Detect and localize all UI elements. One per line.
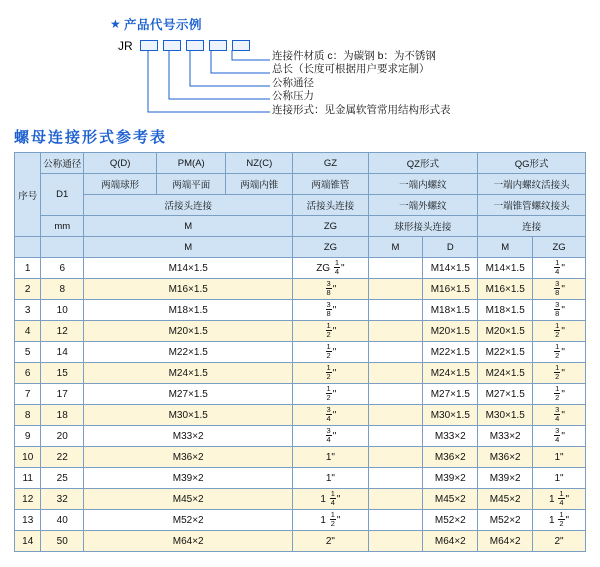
table-row [15, 384, 586, 405]
row-qz-m [368, 468, 423, 489]
legend-item-connection-type: 连接形式：见金属软管常用结构形式表 [272, 103, 451, 116]
th-dn-unit: mm [41, 216, 84, 237]
th-serial: 序号 [15, 153, 41, 237]
th-qd-desc: 两端球形 [84, 174, 157, 195]
row-qz-d: M22×1.5 [423, 342, 478, 363]
legend-item-nominal-diameter: 公称通径 [272, 76, 314, 89]
row-dn: 17 [41, 384, 84, 405]
row-gz-zg: $\frac{1}{2}$ " [293, 384, 368, 405]
section-title: 螺母连接形式参考表 [14, 129, 168, 146]
diagram-title: 产品代号示例 [124, 18, 203, 32]
row-serial: 2 [15, 279, 41, 300]
table-row [15, 426, 586, 447]
row-thread-m: M18×1.5 [84, 300, 293, 321]
row-qz-d: M39×2 [423, 468, 478, 489]
th-dn-label: 公称通径 [41, 153, 84, 174]
row-dn: 32 [41, 489, 84, 510]
row-serial: 3 [15, 300, 41, 321]
th-thread-zg: ZG [293, 216, 368, 237]
row-serial: 12 [15, 489, 41, 510]
product-code-prefix: JR [118, 39, 133, 53]
th-spacer-serial [15, 237, 41, 258]
row-serial: 6 [15, 363, 41, 384]
row-qz-m [368, 489, 423, 510]
star-icon: ★ [110, 17, 121, 31]
row-qz-d: M30×1.5 [423, 405, 478, 426]
row-qg-zg: $\frac{1}{4}$ " [533, 258, 586, 279]
table-row [15, 363, 586, 384]
legend-item-length: 总长（长度可根据用户要求定制） [272, 63, 430, 76]
row-qg-m: M39×2 [478, 468, 533, 489]
row-gz-zg: $\frac{1}{2}$ " [293, 342, 368, 363]
row-thread-m: M64×2 [84, 531, 293, 552]
row-qg-m: M22×1.5 [478, 342, 533, 363]
row-gz-zg: $\frac{3}{4}$ " [293, 426, 368, 447]
table-header [15, 153, 586, 258]
row-dn: 12 [41, 321, 84, 342]
row-qz-m [368, 531, 423, 552]
row-qg-m: M52×2 [478, 510, 533, 531]
table-row [15, 300, 586, 321]
row-qg-m: M14×1.5 [478, 258, 533, 279]
row-qz-m [368, 300, 423, 321]
row-dn: 14 [41, 342, 84, 363]
row-qz-d: M27×1.5 [423, 384, 478, 405]
row-qg-m: M18×1.5 [478, 300, 533, 321]
th-group-qg: QG形式 [478, 153, 586, 174]
row-serial: 4 [15, 321, 41, 342]
row-dn: 22 [41, 447, 84, 468]
diagram-legend [272, 50, 451, 117]
row-thread-m: M45×2 [84, 489, 293, 510]
row-qz-m [368, 447, 423, 468]
row-thread-m: M39×2 [84, 468, 293, 489]
row-qz-m [368, 321, 423, 342]
row-serial: 5 [15, 342, 41, 363]
th-group-qd: Q(D) [84, 153, 157, 174]
legend-item-material: 连接件材质 c：为碳钢 b：为不锈钢 [272, 50, 436, 62]
table-row [15, 489, 586, 510]
table-row [15, 342, 586, 363]
product-code-diagram [0, 0, 600, 120]
row-thread-m: M30×1.5 [84, 405, 293, 426]
row-qz-d: M18×1.5 [423, 300, 478, 321]
row-serial: 7 [15, 384, 41, 405]
th-col-qg-zg: ZG [533, 237, 586, 258]
row-gz-zg: ZG $\frac{1}{4}$ " [293, 258, 368, 279]
row-qz-m [368, 258, 423, 279]
row-qg-zg: 2" [533, 531, 586, 552]
row-serial: 9 [15, 426, 41, 447]
row-qg-m: M33×2 [478, 426, 533, 447]
row-serial: 8 [15, 405, 41, 426]
table-row [15, 531, 586, 552]
row-qg-zg: 1" [533, 447, 586, 468]
th-merged-connection: 活接头连接 [84, 195, 293, 216]
th-qz-connect: 球形接头连接 [368, 216, 478, 237]
row-serial: 13 [15, 510, 41, 531]
row-thread-m: M52×2 [84, 510, 293, 531]
row-gz-zg: 1 $\frac{1}{2}$ " [293, 510, 368, 531]
row-qz-d: M20×1.5 [423, 321, 478, 342]
row-thread-m: M24×1.5 [84, 363, 293, 384]
row-qg-m: M45×2 [478, 489, 533, 510]
table-row [15, 405, 586, 426]
row-qz-m [368, 426, 423, 447]
th-col-qg-m: M [478, 237, 533, 258]
row-qg-m: M30×1.5 [478, 405, 533, 426]
row-gz-zg: 1" [293, 468, 368, 489]
row-qg-m: M24×1.5 [478, 363, 533, 384]
row-qg-m: M16×1.5 [478, 279, 533, 300]
th-thread-m: M [84, 216, 293, 237]
row-qg-m: M27×1.5 [478, 384, 533, 405]
row-qz-m [368, 279, 423, 300]
th-pm-desc: 两端平面 [157, 174, 226, 195]
row-qg-m: M36×2 [478, 447, 533, 468]
row-dn: 50 [41, 531, 84, 552]
row-qg-m: M20×1.5 [478, 321, 533, 342]
th-col-m: M [84, 237, 293, 258]
row-qz-m [368, 510, 423, 531]
row-gz-zg: 1" [293, 447, 368, 468]
table-row [15, 468, 586, 489]
row-qg-zg: $\frac{3}{4}$ " [533, 405, 586, 426]
row-qg-zg: $\frac{3}{8}$ " [533, 279, 586, 300]
row-dn: 6 [41, 258, 84, 279]
row-qz-m [368, 342, 423, 363]
row-dn: 10 [41, 300, 84, 321]
table-row [15, 279, 586, 300]
th-spacer-dn [41, 237, 84, 258]
row-qz-m [368, 405, 423, 426]
row-qg-zg: $\frac{1}{2}$ " [533, 363, 586, 384]
row-qg-zg: $\frac{1}{2}$ " [533, 342, 586, 363]
row-qg-zg: $\frac{3}{8}$ " [533, 300, 586, 321]
row-dn: 40 [41, 510, 84, 531]
row-qz-d: M64×2 [423, 531, 478, 552]
th-col-qz-m: M [368, 237, 423, 258]
row-thread-m: M16×1.5 [84, 279, 293, 300]
row-serial: 10 [15, 447, 41, 468]
th-col-zg: ZG [293, 237, 368, 258]
row-dn: 8 [41, 279, 84, 300]
row-dn: 15 [41, 363, 84, 384]
row-gz-zg: 2" [293, 531, 368, 552]
row-thread-m: M14×1.5 [84, 258, 293, 279]
row-thread-m: M20×1.5 [84, 321, 293, 342]
row-qz-m [368, 363, 423, 384]
row-qg-zg: $\frac{1}{2}$ " [533, 321, 586, 342]
row-dn: 20 [41, 426, 84, 447]
row-qg-zg: $\frac{3}{4}$ " [533, 426, 586, 447]
row-qg-m: M64×2 [478, 531, 533, 552]
row-qz-d: M16×1.5 [423, 279, 478, 300]
th-qg-second: 一端锥管螺纹接头 [478, 195, 586, 216]
th-group-nz: NZ(C) [226, 153, 293, 174]
th-qz-desc: 一端内螺纹 [368, 174, 478, 195]
table-body [15, 258, 586, 552]
th-col-qz-d: D [423, 237, 478, 258]
row-qg-zg: 1 $\frac{1}{4}$ " [533, 489, 586, 510]
row-serial: 11 [15, 468, 41, 489]
row-gz-zg: $\frac{1}{2}$ " [293, 363, 368, 384]
nut-connection-table [14, 152, 586, 552]
row-serial: 1 [15, 258, 41, 279]
table-row [15, 258, 586, 279]
row-qz-m [368, 384, 423, 405]
th-gz-desc: 两端锥管 [293, 174, 368, 195]
row-qz-d: M24×1.5 [423, 363, 478, 384]
row-serial: 14 [15, 531, 41, 552]
th-group-qz: QZ形式 [368, 153, 478, 174]
th-qg-connect: 连接 [478, 216, 586, 237]
row-qz-d: M14×1.5 [423, 258, 478, 279]
row-qz-d: M33×2 [423, 426, 478, 447]
th-group-gz: GZ [293, 153, 368, 174]
row-gz-zg: $\frac{3}{4}$ " [293, 405, 368, 426]
row-thread-m: M22×1.5 [84, 342, 293, 363]
table-row [15, 321, 586, 342]
th-gz-connection: 活接头连接 [293, 195, 368, 216]
row-qz-d: M45×2 [423, 489, 478, 510]
row-gz-zg: $\frac{3}{8}$ " [293, 279, 368, 300]
row-gz-zg: 1 $\frac{1}{4}$ " [293, 489, 368, 510]
th-nz-desc: 两端内锥 [226, 174, 293, 195]
row-dn: 18 [41, 405, 84, 426]
th-qz-second: 一端外螺纹 [368, 195, 478, 216]
th-group-pm: PM(A) [157, 153, 226, 174]
row-gz-zg: $\frac{3}{8}$ " [293, 300, 368, 321]
row-qz-d: M36×2 [423, 447, 478, 468]
row-qz-d: M52×2 [423, 510, 478, 531]
row-thread-m: M33×2 [84, 426, 293, 447]
row-qg-zg: $\frac{1}{2}$ " [533, 384, 586, 405]
th-dn-sub: D1 [41, 174, 84, 216]
th-qg-desc: 一端内螺纹活接头 [478, 174, 586, 195]
row-qg-zg: 1" [533, 468, 586, 489]
row-dn: 25 [41, 468, 84, 489]
row-thread-m: M36×2 [84, 447, 293, 468]
row-qg-zg: 1 $\frac{1}{2}$ " [533, 510, 586, 531]
row-gz-zg: $\frac{1}{2}$ " [293, 321, 368, 342]
row-thread-m: M27×1.5 [84, 384, 293, 405]
table-row [15, 447, 586, 468]
table-row [15, 510, 586, 531]
legend-item-nominal-pressure: 公称压力 [272, 90, 314, 103]
